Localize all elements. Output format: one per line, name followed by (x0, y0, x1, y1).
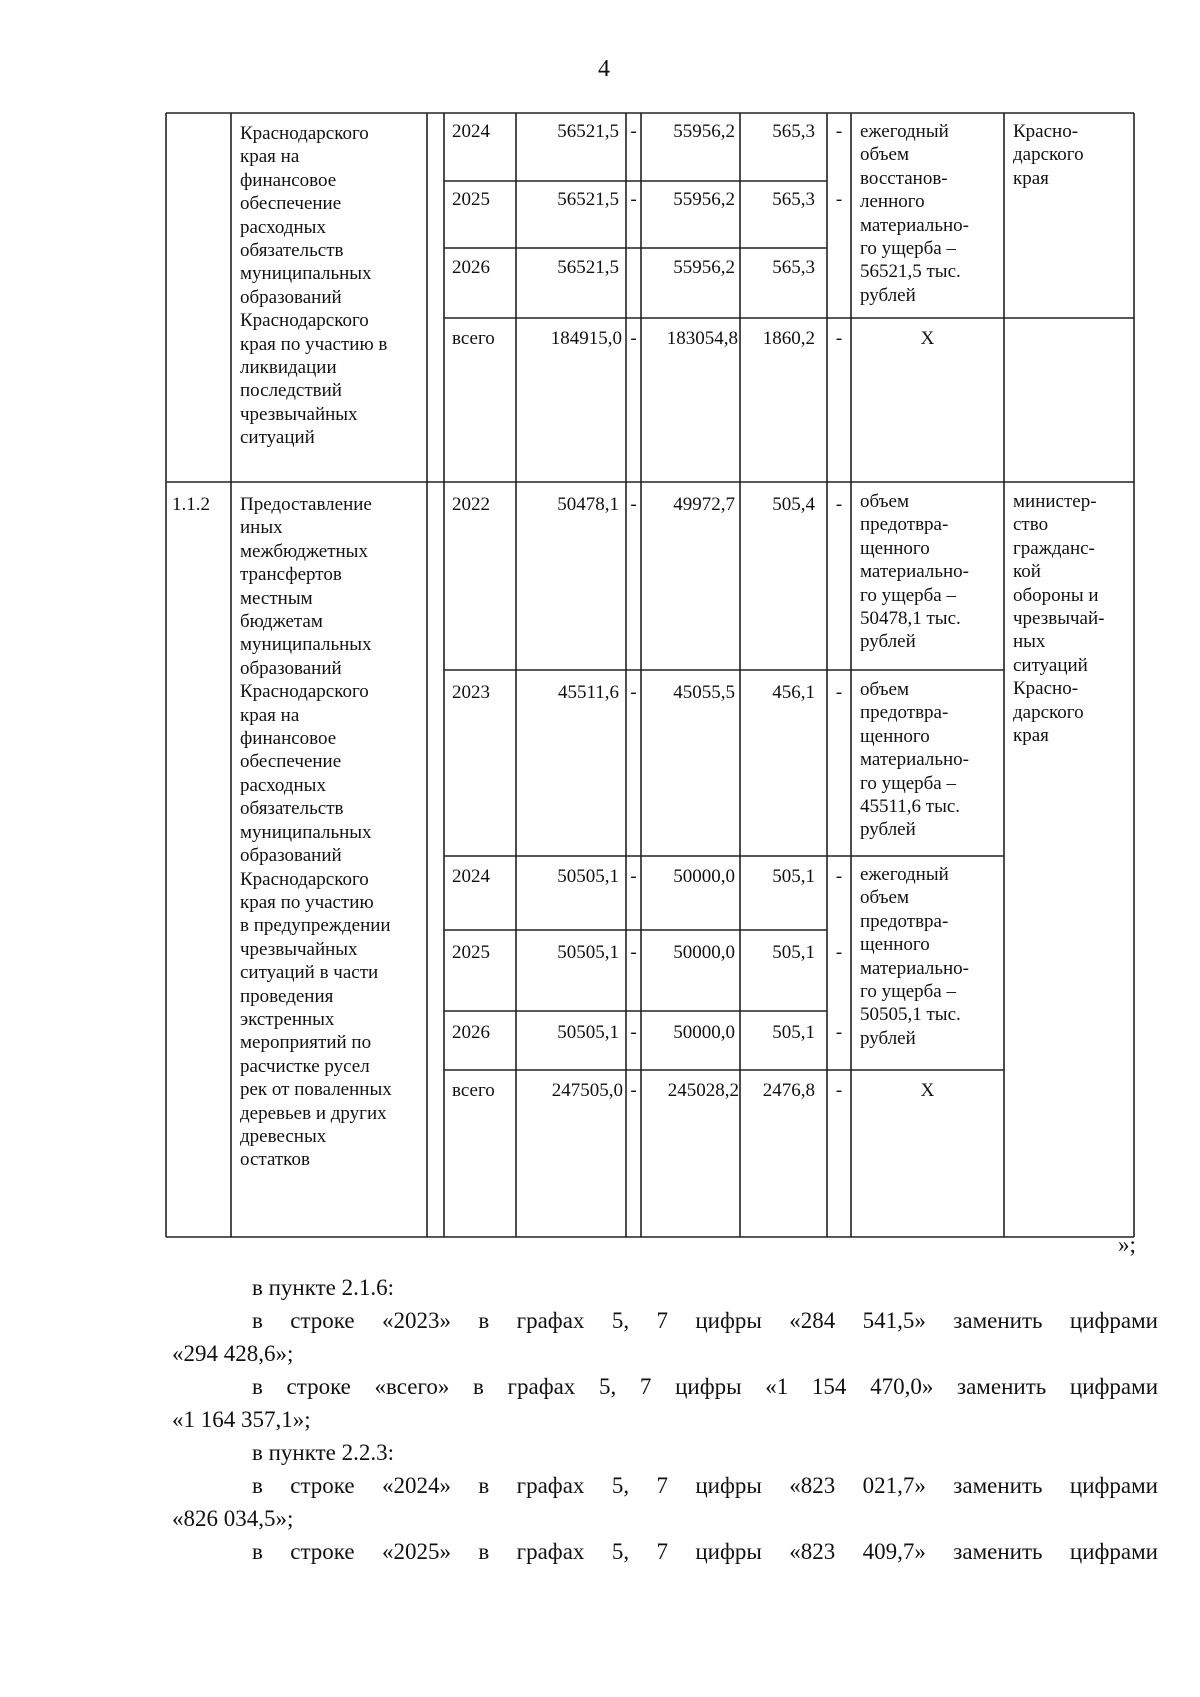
total-cell: 50505,1 (557, 866, 619, 887)
year-cell: 2024 (452, 121, 490, 142)
total-cell: 56521,5 (557, 189, 619, 210)
local-cell: 505,1 (772, 866, 815, 887)
year-cell: 2026 (452, 257, 490, 278)
page-number: 4 (598, 56, 610, 82)
result-annual-restored: ежегодный объем восстанов- ленного материально- го ущерба – 56521,5 тыс. рублей (860, 121, 969, 306)
other-cell: - (835, 494, 843, 515)
federal-cell: - (630, 328, 637, 349)
year-cell: 2026 (452, 1022, 490, 1043)
year-cell: 2025 (452, 942, 490, 963)
year-cell: 2025 (452, 189, 490, 210)
regional-cell: 55956,2 (673, 121, 735, 142)
paragraph: в строке «2024» в графах 5, 7 цифры «823 021,7» заменить цифрами (252, 1473, 1158, 1498)
result-total-x: X (920, 1080, 935, 1101)
other-cell: - (835, 682, 843, 703)
result-2024-2026: ежегодный объем предотвра- щенного материально- го ущерба – 50505,1 тыс. рублей (860, 864, 969, 1049)
year-cell: 2023 (452, 682, 490, 703)
executor-cell: Красно- дарского края (1013, 121, 1084, 189)
total-cell: 247505,0 (551, 1080, 623, 1101)
local-cell: 2476,8 (762, 1080, 815, 1101)
local-cell: 505,4 (772, 494, 815, 515)
federal-cell: - (630, 189, 637, 210)
federal-cell: - (630, 494, 637, 515)
total-cell: 184915,0 (550, 328, 622, 349)
row-number: 1.1.2 (172, 494, 210, 515)
regional-cell: 55956,2 (673, 257, 735, 278)
regional-cell: 50000,0 (673, 866, 735, 887)
paragraph: в пункте 2.1.6: (252, 1275, 394, 1300)
other-cell: - (835, 328, 843, 349)
paragraph: в строке «2025» в графах 5, 7 цифры «823 409,7» заменить цифрами (252, 1539, 1158, 1564)
year-cell: 2022 (452, 494, 490, 515)
regional-cell: 49972,7 (673, 494, 735, 515)
regional-cell: 55956,2 (673, 189, 735, 210)
regional-cell: 183054,8 (666, 328, 738, 349)
other-cell: - (835, 942, 843, 963)
total-cell: 56521,5 (557, 121, 619, 142)
local-cell: 456,1 (772, 682, 815, 703)
other-cell: - (835, 866, 843, 887)
regional-cell: 45055,5 (673, 682, 735, 703)
year-cell: всего (452, 1080, 495, 1101)
federal-cell: - (630, 866, 637, 887)
total-cell: 45511,6 (557, 682, 619, 703)
federal-cell: - (630, 121, 637, 142)
result-2023: объем предотвра- щенного материально- го ущерба – 45511,6 тыс. рублей (860, 679, 969, 841)
paragraph: «826 034,5»; (172, 1506, 294, 1531)
total-cell: 50478,1 (557, 494, 619, 515)
other-cell: - (835, 1080, 843, 1101)
federal-cell: - (630, 942, 637, 963)
paragraph: «294 428,6»; (172, 1341, 294, 1366)
other-cell: - (835, 121, 843, 142)
paragraph: в пункте 2.2.3: (252, 1440, 394, 1465)
federal-cell: - (630, 682, 637, 703)
result-2022: объем предотвра- щенного материально- го ущерба – 50478,1 тыс. рублей (860, 491, 969, 653)
measure-name: Предоставление иных межбюджетных трансфертов местным бюджетам муниципальных образований Краснодарского края на финансовое обеспечение расходных обязательств муниципальных образований Краснодарского края по участию в предупреждении чрезвычайных ситуаций в части проведения экстренных мероприятий по расчистке русел рек от поваленных деревьев и других древесных остатков (240, 494, 392, 1171)
local-cell: 565,3 (772, 121, 815, 142)
regional-cell: 50000,0 (673, 942, 735, 963)
paragraph: в строке «всего» в графах 5, 7 цифры «1 154 470,0» заменить цифрами (252, 1374, 1158, 1399)
federal-cell: - (630, 1080, 637, 1101)
federal-cell: - (630, 1022, 637, 1043)
total-cell: 50505,1 (557, 1022, 619, 1043)
other-cell: - (835, 1022, 843, 1043)
local-cell: 565,3 (772, 189, 815, 210)
year-cell: всего (452, 328, 495, 349)
measure-name-continued: Краснодарского края на финансовое обеспечение расходных обязательств муниципальных образований Краснодарского края по участию в ликвидации последствий чрезвычайных ситуаций (240, 123, 388, 449)
paragraph: в строке «2023» в графах 5, 7 цифры «284 541,5» заменить цифрами (252, 1308, 1158, 1333)
local-cell: 1860,2 (762, 328, 815, 349)
total-cell: 56521,5 (557, 257, 619, 278)
result-total-x: X (920, 328, 935, 349)
local-cell: 505,1 (772, 1022, 815, 1043)
year-cell: 2024 (452, 866, 490, 887)
local-cell: 505,1 (772, 942, 815, 963)
local-cell: 565,3 (772, 257, 815, 278)
total-cell: 50505,1 (557, 942, 619, 963)
executor-cell: министер- ство гражданс- кой обороны и чрезвычай- ных ситуаций Красно- дарского края (1013, 491, 1105, 747)
regional-cell: 50000,0 (673, 1022, 735, 1043)
regional-cell: 245028,2 (667, 1080, 739, 1101)
paragraph: «1 164 357,1»; (172, 1407, 311, 1432)
closing-quote-mark: »; (1118, 1232, 1136, 1257)
other-cell: - (835, 189, 843, 210)
